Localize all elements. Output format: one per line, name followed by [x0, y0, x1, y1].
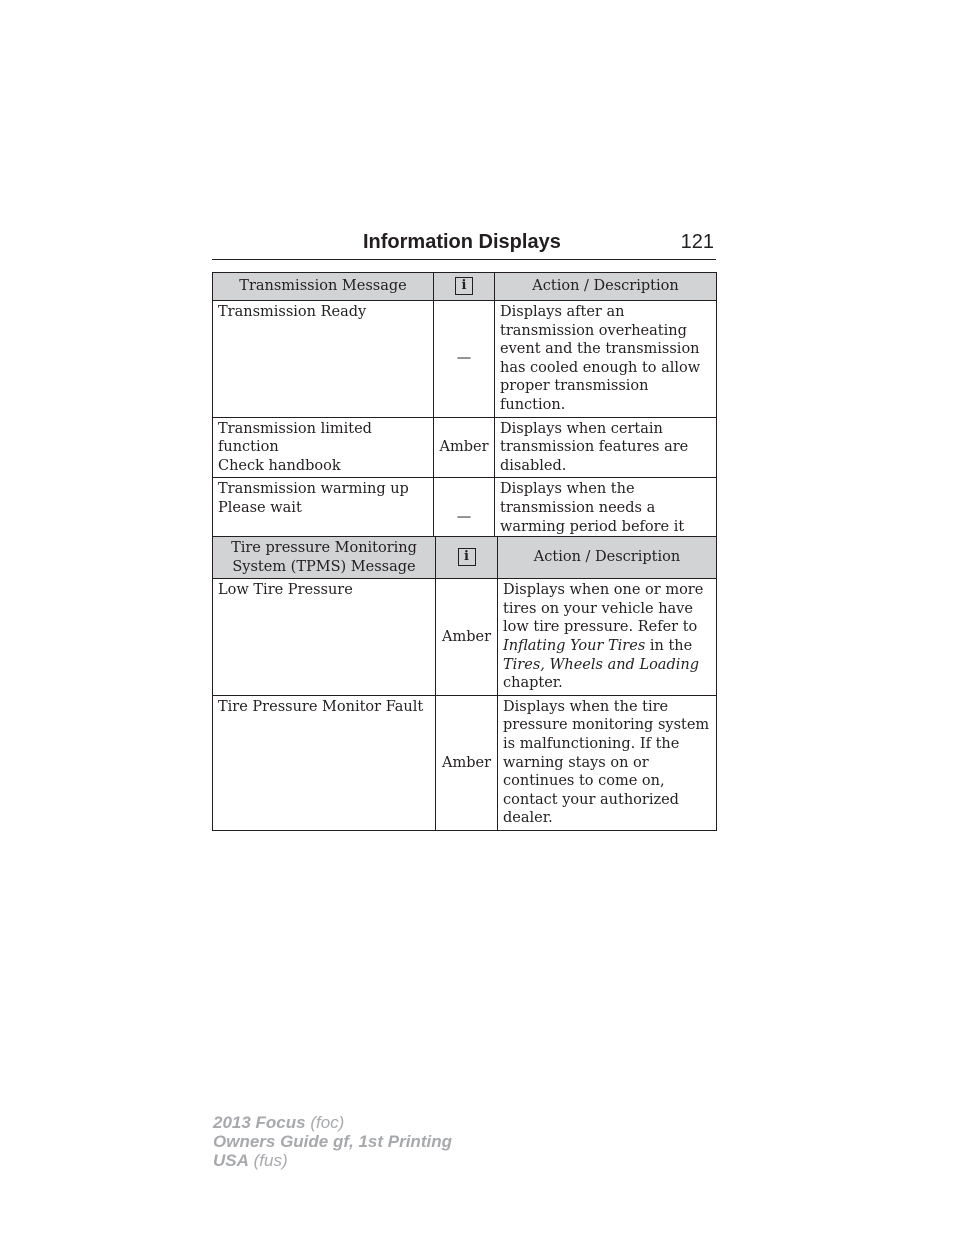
description-text: in the	[645, 637, 693, 654]
indicator-cell: —	[434, 301, 495, 418]
description-cell: Displays when certain transmission features are disabled.	[495, 417, 717, 478]
description-text: chapter.	[503, 675, 563, 692]
indicator-cell: —	[434, 478, 495, 557]
info-icon: i	[458, 548, 476, 566]
table-header-row	[213, 273, 717, 301]
message-line: Check handbook	[218, 457, 341, 474]
message-cell	[213, 417, 434, 478]
info-icon: i	[455, 277, 473, 295]
footer-line-3: USA (fus)	[213, 1151, 288, 1170]
column-header-message: Transmission Message	[213, 273, 434, 301]
column-header-action: Action / Description	[495, 273, 717, 301]
tpms-messages-table	[212, 536, 717, 831]
page-header	[212, 226, 716, 260]
indicator-cell: Amber	[436, 579, 498, 696]
column-header-line: System (TPMS) Message	[232, 558, 416, 575]
message-line: Transmission warming up	[218, 481, 409, 498]
message-cell: Tire Pressure Monitor Fault	[213, 695, 436, 830]
footer-line-1: 2013 Focus (foc)	[213, 1113, 345, 1132]
message-line: Transmission limited function	[218, 420, 372, 456]
column-header-indicator	[436, 537, 498, 579]
footer-line-2: Owners Guide gf, 1st Printing	[213, 1132, 452, 1151]
table-row	[213, 695, 717, 830]
message-line: Please wait	[218, 499, 302, 516]
table-header-row	[213, 537, 717, 579]
column-header-line: Tire pressure Monitoring	[231, 540, 417, 556]
transmission-messages-table	[212, 272, 717, 558]
indicator-cell: Amber	[436, 695, 498, 830]
chapter-reference: Inflating Your Tires	[503, 637, 646, 654]
column-header-message	[213, 537, 436, 579]
description-cell: Displays when the tire pressure monitoring system is malfunctioning. If the warning stays on or continues to come on, contact your authorized dealer.	[498, 695, 717, 830]
description-cell: Displays after an transmission overheating event and the transmission has cooled enough to allow proper transmission function.	[495, 301, 717, 418]
description-cell: Displays when the transmission needs a warming period before it	[495, 478, 717, 557]
column-header-indicator	[434, 273, 495, 301]
table-row	[213, 579, 717, 696]
indicator-cell: Amber	[434, 417, 495, 478]
column-header-action: Action / Description	[498, 537, 717, 579]
message-cell: Transmission Ready	[213, 301, 434, 418]
message-cell: Low Tire Pressure	[213, 579, 436, 696]
chapter-reference: Tires, Wheels and Loading	[503, 656, 699, 673]
section-title: Information Displays	[363, 231, 561, 253]
print-footer	[213, 1113, 452, 1170]
page-number: 121	[680, 231, 714, 253]
description-cell	[498, 579, 717, 696]
description-text: Displays when one or more tires on your vehicle have low tire pressure. Refer to	[503, 582, 704, 636]
table-row	[213, 417, 717, 478]
table-row	[213, 301, 717, 418]
